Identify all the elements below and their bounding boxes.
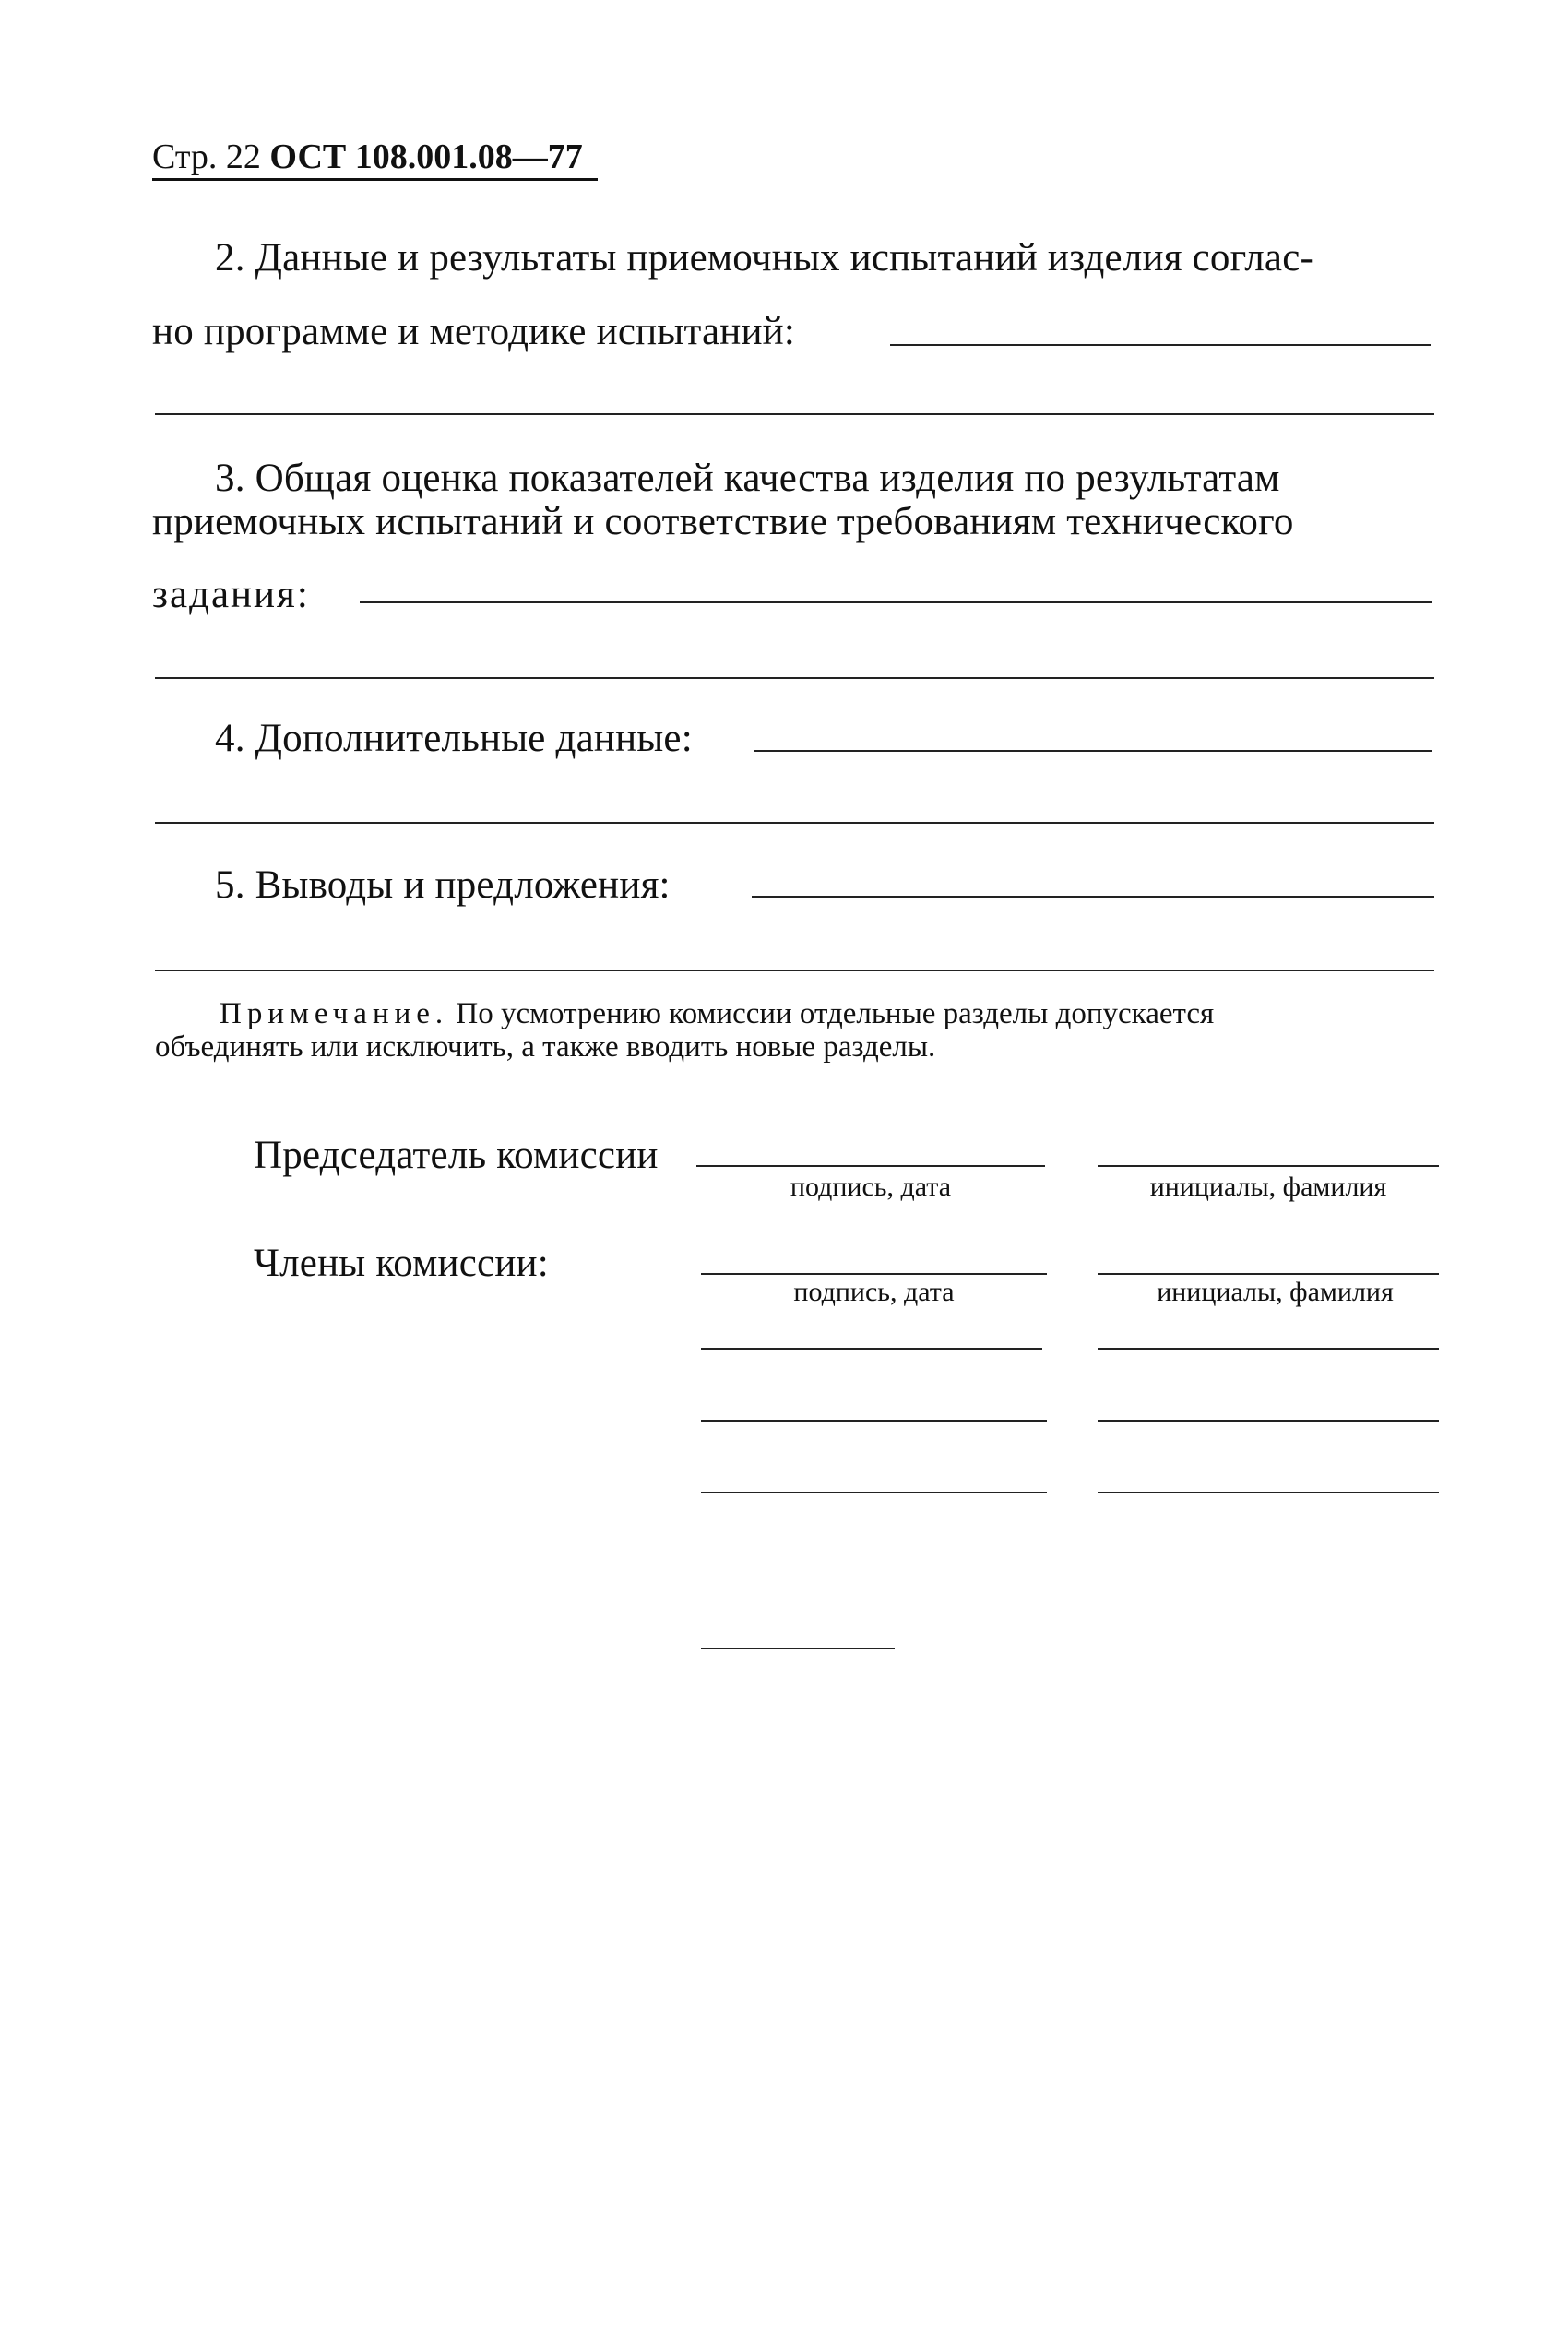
note-line-1	[220, 997, 1214, 1031]
section-4-answer-line-2[interactable]	[155, 822, 1434, 824]
member-3-signature-line[interactable]	[701, 1420, 1047, 1422]
section-5-line-1: 5. Выводы и предложения:	[215, 863, 671, 907]
section-4-answer-line-1[interactable]	[754, 750, 1432, 752]
member-2-name-line[interactable]	[1098, 1348, 1439, 1350]
member-2-signature-line[interactable]	[701, 1348, 1042, 1350]
chairman-signature-line[interactable]	[696, 1165, 1045, 1167]
members-sign-date-caption: подпись, дата	[793, 1277, 955, 1307]
member-1-name-line[interactable]	[1098, 1273, 1439, 1275]
chairman-name-line[interactable]	[1098, 1165, 1439, 1167]
header-underline	[152, 178, 598, 181]
members-label: Члены комиссии:	[254, 1242, 549, 1285]
section-3-answer-line-2[interactable]	[155, 677, 1434, 679]
page-number: Стр. 22	[152, 137, 261, 176]
chairman-name-caption: инициалы, фамилия	[1149, 1172, 1387, 1202]
members-name-caption: инициалы, фамилия	[1157, 1277, 1394, 1307]
member-4-signature-line[interactable]	[701, 1492, 1047, 1493]
page-header	[152, 137, 583, 177]
section-5-answer-line-1[interactable]	[752, 896, 1434, 898]
note-line-2: объединять или исключить, а также вводить новые разделы.	[155, 1030, 936, 1064]
section-2-line-1: 2. Данные и результаты приемочных испытаний изделия соглас-	[215, 236, 1314, 280]
section-3-answer-line-1[interactable]	[360, 601, 1432, 603]
section-3-line-2: приемочных испытаний и соответствие требованиям технического	[152, 500, 1294, 543]
section-3-line-3: задания:	[152, 573, 310, 616]
note-label: Примечание.	[220, 997, 449, 1030]
section-2-answer-line-1[interactable]	[890, 344, 1431, 346]
end-of-document-rule	[701, 1648, 895, 1649]
chairman-sign-date-caption: подпись, дата	[790, 1172, 952, 1202]
section-5-answer-line-2[interactable]	[155, 970, 1434, 971]
note-text-1: По усмотрению комиссии отдельные разделы допускается	[456, 997, 1215, 1030]
section-4-line-1: 4. Дополнительные данные:	[215, 717, 693, 760]
section-2-line-2: но программе и методике испытаний:	[152, 310, 796, 353]
chairman-label: Председатель комиссии	[254, 1134, 659, 1177]
section-3-line-1: 3. Общая оценка показателей качества изделия по результатам	[215, 457, 1280, 500]
member-3-name-line[interactable]	[1098, 1420, 1439, 1422]
standard-code: ОСТ 108.001.08—77	[269, 137, 583, 176]
member-4-name-line[interactable]	[1098, 1492, 1439, 1493]
member-1-signature-line[interactable]	[701, 1273, 1047, 1275]
section-2-answer-line-2[interactable]	[155, 413, 1434, 415]
